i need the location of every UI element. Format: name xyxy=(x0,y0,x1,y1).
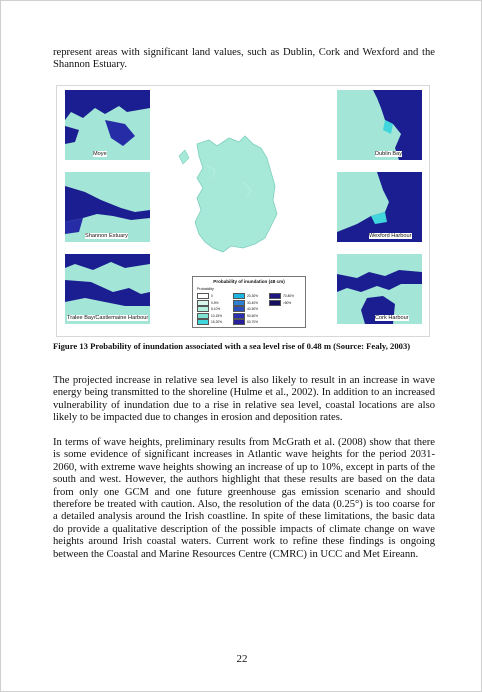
legend-subtitle: Probability xyxy=(197,287,214,291)
figure-caption: Figure 13 Probability of inundation associated with a sea level rise of 0.48 m (Source: Fealy, 2003) xyxy=(53,341,411,351)
legend-label: 50-60% xyxy=(247,313,258,318)
legend-swatch xyxy=(269,293,281,299)
legend-label: 60-70% xyxy=(247,320,258,324)
shannon-panel xyxy=(65,172,150,242)
legend-item xyxy=(233,306,258,312)
moyle-panel xyxy=(65,90,150,160)
legend-swatch xyxy=(197,306,209,312)
legend-swatch xyxy=(197,313,209,319)
legend-item xyxy=(269,293,294,299)
cork-panel xyxy=(337,254,422,324)
legend-label: 0 xyxy=(211,294,213,298)
legend-label: 10-15% xyxy=(211,313,222,318)
legend-swatch xyxy=(233,300,245,306)
legend-label: 15-20% xyxy=(211,320,222,324)
legend-title: Probability of inundation (48 cm) xyxy=(213,279,285,284)
legend-swatch xyxy=(269,300,281,306)
legend-item xyxy=(269,300,291,306)
legend-item xyxy=(197,313,222,319)
dublin-label: Dublin Bay xyxy=(375,151,403,157)
legend-label: 70-80% xyxy=(283,294,294,298)
inundation-figure xyxy=(56,85,430,337)
legend-item xyxy=(233,313,258,319)
cork-label: Cork Harbour xyxy=(375,315,409,321)
tralee-panel xyxy=(65,254,150,324)
paragraph-1: The projected increase in relative sea level is also likely to result in an increase in wave energy being transmitted to the shoreline (Hulme et al., 2002). In addition to an increased vulnerability of inundation due to a rise in relative sea level, coastal locations are also likely to be impacted due to changes in erosion and deposition rates. xyxy=(53,375,435,424)
legend-item xyxy=(197,293,213,299)
legend-item xyxy=(197,319,222,325)
dublin-panel xyxy=(337,90,422,160)
legend-item xyxy=(197,306,220,312)
moyle-label: Moye xyxy=(93,151,107,157)
wexford-label: Wexford Harbour xyxy=(369,233,412,239)
inundation-legend xyxy=(192,276,306,328)
legend-swatch xyxy=(197,319,209,325)
wexford-panel xyxy=(337,172,422,242)
page-number: 22 xyxy=(236,653,248,665)
tralee-label: Tralee Bay/Castlemaine Harbour xyxy=(67,315,149,321)
legend-swatch xyxy=(233,313,245,319)
legend-item xyxy=(233,300,258,306)
legend-swatch xyxy=(233,306,245,312)
legend-swatch xyxy=(233,319,245,325)
legend-swatch xyxy=(233,293,245,299)
legend-item xyxy=(197,300,218,306)
legend-label: 30-40% xyxy=(247,300,258,305)
intro-text: represent areas with significant land values, such as Dublin, Cork and Wexford and the Shannon Estuary. xyxy=(53,47,435,71)
paragraph-2: In terms of wave heights, preliminary results from McGrath et al. (2008) show that there is some evidence of significant increases in Atlantic wave heights for the period 2031-2060, with extreme wave heights showing an increase of up to 10%, except in parts of the south and west. However, the authors highlight that these results are based on the data from only one GCM and one future greenhouse gas emission scenario and should therefore be treated with caution. Also, the resolution of the data (0.25°) is too coarse for a detailed analysis around the Irish coastline. In spite of these limitations, the basic data do provide a qualitative description of the possible impacts of climate change on wave heights around Irish coastal waters. Current work to refine these findings is ongoing between the Coastal and Marine Resources Centre (CMRC) in UCC and Met Eireann. xyxy=(53,437,435,560)
legend-swatch xyxy=(197,300,209,306)
legend-label: >80% xyxy=(283,300,292,305)
legend-swatch xyxy=(197,293,209,299)
legend-label: 0-5% xyxy=(211,300,219,305)
shannon-label: Shannon Estuary xyxy=(85,233,128,239)
legend-label: 5-10% xyxy=(211,307,221,311)
legend-label: 40-50% xyxy=(247,307,258,311)
legend-item xyxy=(233,319,258,325)
legend-label: 20-30% xyxy=(247,294,258,298)
legend-item xyxy=(233,293,258,299)
